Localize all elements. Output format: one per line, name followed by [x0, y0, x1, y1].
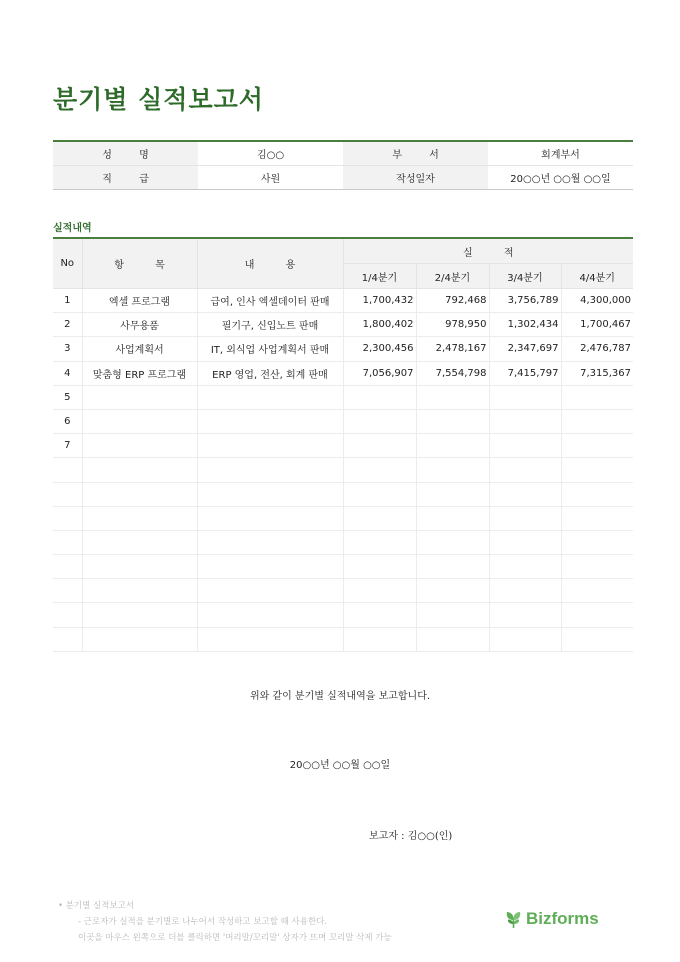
cell-content[interactable] — [197, 603, 343, 627]
cell-q4[interactable] — [561, 434, 633, 458]
cell-q4[interactable] — [561, 579, 633, 603]
info-table — [53, 140, 633, 190]
brand-logo — [505, 909, 599, 929]
table-row — [53, 627, 633, 651]
cell-q4[interactable]: 2,476,787 — [561, 337, 633, 361]
cell-no[interactable] — [53, 458, 82, 482]
document-title: 분기별 실적보고서 — [53, 85, 264, 114]
cell-q2[interactable] — [416, 434, 489, 458]
guide-heading-text: 분기별 실적보고서 — [65, 901, 135, 911]
cell-q2[interactable] — [416, 458, 489, 482]
cell-item[interactable] — [82, 385, 197, 409]
rank-label: 직 급 — [53, 166, 198, 190]
table-row — [53, 579, 633, 603]
cell-item[interactable] — [82, 555, 197, 579]
cell-item[interactable] — [82, 458, 197, 482]
cell-no[interactable] — [53, 627, 82, 651]
cell-q2[interactable] — [416, 409, 489, 433]
cell-q3[interactable]: 1,302,434 — [489, 313, 561, 337]
cell-q2[interactable] — [416, 506, 489, 530]
cell-content[interactable] — [197, 434, 343, 458]
table-row — [53, 482, 633, 506]
table-row — [53, 555, 633, 579]
q3-header: 3/4분기 — [489, 264, 561, 289]
table-row — [53, 603, 633, 627]
cell-q4[interactable] — [561, 506, 633, 530]
cell-q1[interactable] — [343, 603, 416, 627]
cell-no[interactable] — [53, 482, 82, 506]
name-label: 성 명 — [53, 141, 198, 166]
cell-no[interactable] — [53, 603, 82, 627]
cell-content[interactable] — [197, 579, 343, 603]
cell-content[interactable]: 필기구, 신입노트 판매 — [197, 313, 343, 337]
cell-q4[interactable] — [561, 385, 633, 409]
cell-content[interactable] — [197, 506, 343, 530]
cell-item[interactable] — [82, 603, 197, 627]
dept-label: 부 서 — [343, 141, 488, 166]
results-header-row — [53, 238, 633, 264]
cell-q1[interactable] — [343, 458, 416, 482]
table-row — [53, 361, 633, 385]
cell-q2[interactable] — [416, 603, 489, 627]
cell-q3[interactable] — [489, 530, 561, 554]
table-row — [53, 506, 633, 530]
cell-content[interactable] — [197, 555, 343, 579]
brand-name: Bizforms — [526, 909, 599, 928]
cell-q4[interactable] — [561, 409, 633, 433]
q2-header: 2/4분기 — [416, 264, 489, 289]
cell-no[interactable]: 4 — [53, 361, 82, 385]
cell-q2[interactable] — [416, 555, 489, 579]
cell-no[interactable] — [53, 579, 82, 603]
cell-content[interactable] — [197, 627, 343, 651]
statement: 위와 같이 분기별 실적내역을 보고합니다. — [249, 691, 431, 702]
q1-header: 1/4분기 — [343, 264, 416, 289]
table-row — [53, 337, 633, 361]
section-title: 실적내역 — [53, 223, 92, 234]
cell-no[interactable]: 1 — [53, 289, 82, 313]
cell-q2[interactable] — [416, 482, 489, 506]
cell-q4[interactable] — [561, 530, 633, 554]
cell-no[interactable]: 6 — [53, 409, 82, 433]
cell-q4[interactable]: 1,700,467 — [561, 313, 633, 337]
cell-q4[interactable]: 7,315,367 — [561, 361, 633, 385]
cell-q1[interactable] — [343, 530, 416, 554]
cell-q4[interactable] — [561, 458, 633, 482]
cell-q3[interactable]: 3,756,789 — [489, 289, 561, 313]
cell-q1[interactable] — [343, 555, 416, 579]
guide-heading — [58, 898, 392, 914]
cell-content[interactable] — [197, 458, 343, 482]
cell-item[interactable] — [82, 627, 197, 651]
date-value[interactable]: 20○○년 ○○월 ○○일 — [510, 174, 611, 185]
cell-item[interactable] — [82, 506, 197, 530]
cell-no[interactable] — [53, 555, 82, 579]
cell-q1[interactable] — [343, 385, 416, 409]
table-row — [53, 313, 633, 337]
cell-q2[interactable] — [416, 579, 489, 603]
cell-q3[interactable] — [489, 409, 561, 433]
cell-q1[interactable] — [343, 409, 416, 433]
cell-content[interactable] — [197, 530, 343, 554]
cell-q2[interactable] — [416, 385, 489, 409]
cell-q4[interactable] — [561, 603, 633, 627]
cell-content[interactable]: ERP 영업, 전산, 회계 판매 — [197, 361, 343, 385]
table-row — [53, 289, 633, 313]
cell-q4[interactable] — [561, 555, 633, 579]
cell-q3[interactable] — [489, 458, 561, 482]
cell-q2[interactable]: 2,478,167 — [416, 337, 489, 361]
cell-item[interactable] — [82, 530, 197, 554]
cell-q1[interactable]: 1,700,432 — [343, 289, 416, 313]
cell-item[interactable] — [82, 409, 197, 433]
cell-q2[interactable]: 7,554,798 — [416, 361, 489, 385]
results-table — [53, 237, 633, 652]
table-row — [53, 434, 633, 458]
table-row — [53, 409, 633, 433]
footer-guide[interactable] — [58, 898, 392, 946]
cell-no[interactable] — [53, 506, 82, 530]
cell-no[interactable]: 5 — [53, 385, 82, 409]
cell-content[interactable] — [197, 482, 343, 506]
cell-q1[interactable]: 2,300,456 — [343, 337, 416, 361]
cell-no[interactable]: 2 — [53, 313, 82, 337]
cell-q1[interactable] — [343, 506, 416, 530]
cell-q2[interactable] — [416, 627, 489, 651]
cell-q3[interactable] — [489, 555, 561, 579]
cell-q1[interactable] — [343, 579, 416, 603]
cell-q1[interactable] — [343, 627, 416, 651]
cell-item[interactable] — [82, 579, 197, 603]
q4-header: 4/4분기 — [561, 264, 633, 289]
cell-q3[interactable] — [489, 627, 561, 651]
cell-content[interactable]: 급여, 인사 엑셀데이터 판매 — [197, 289, 343, 313]
cell-q3[interactable] — [489, 434, 561, 458]
no-header: No — [53, 238, 82, 289]
cell-q3[interactable] — [489, 603, 561, 627]
report-date[interactable]: 20○○년 ○○월 ○○일 — [289, 760, 391, 771]
cell-q2[interactable] — [416, 530, 489, 554]
bullet-icon: • — [58, 901, 64, 911]
cell-q1[interactable]: 1,800,402 — [343, 313, 416, 337]
guide-line: - 근로자가 실적을 분기별로 나누어서 작성하고 보고할 때 사용한다. — [78, 917, 328, 927]
cell-no[interactable] — [53, 530, 82, 554]
guide-line: 이곳을 마우스 왼쪽으로 더블 클릭하면 '머리말/꼬리말' 상자가 뜨며 꼬리말 삭제 가능 — [78, 933, 392, 943]
item-header: 항 목 — [82, 238, 197, 289]
cell-content[interactable] — [197, 409, 343, 433]
info-row — [53, 141, 633, 166]
cell-q1[interactable]: 7,056,907 — [343, 361, 416, 385]
cell-no[interactable]: 7 — [53, 434, 82, 458]
table-row — [53, 530, 633, 554]
cell-q2[interactable]: 978,950 — [416, 313, 489, 337]
cell-q1[interactable] — [343, 434, 416, 458]
cell-q3[interactable] — [489, 579, 561, 603]
cell-item[interactable]: 사업계획서 — [82, 337, 197, 361]
table-row — [53, 458, 633, 482]
reporter[interactable]: 보고자 : 김○○(인) — [369, 831, 453, 842]
cell-q4[interactable] — [561, 482, 633, 506]
cell-item[interactable] — [82, 434, 197, 458]
date-label: 작성일자 — [343, 166, 488, 190]
cell-q4[interactable] — [561, 627, 633, 651]
cell-item[interactable] — [82, 482, 197, 506]
content-header: 내 용 — [197, 238, 343, 289]
cell-item[interactable]: 맞춤형 ERP 프로그램 — [82, 361, 197, 385]
table-row — [53, 385, 633, 409]
cell-q4[interactable]: 4,300,000 — [561, 289, 633, 313]
dept-value[interactable]: 회계부서 — [488, 141, 633, 166]
cell-q3[interactable]: 7,415,797 — [489, 361, 561, 385]
cell-item[interactable]: 사무용품 — [82, 313, 197, 337]
cell-item[interactable]: 엑셀 프로그램 — [82, 289, 197, 313]
cell-no[interactable]: 3 — [53, 337, 82, 361]
leaf-logo-icon — [505, 910, 522, 929]
cell-content[interactable] — [197, 385, 343, 409]
cell-q3[interactable] — [489, 385, 561, 409]
cell-q1[interactable] — [343, 482, 416, 506]
cell-q3[interactable]: 2,347,697 — [489, 337, 561, 361]
name-value[interactable]: 김○○ — [198, 141, 343, 166]
cell-q3[interactable] — [489, 506, 561, 530]
cell-q3[interactable] — [489, 482, 561, 506]
cell-q2[interactable]: 792,468 — [416, 289, 489, 313]
cell-content[interactable]: IT, 외식업 사업계획서 판매 — [197, 337, 343, 361]
rank-value[interactable]: 사원 — [260, 174, 281, 185]
info-row — [53, 166, 633, 190]
performance-header: 실 적 — [343, 238, 633, 264]
